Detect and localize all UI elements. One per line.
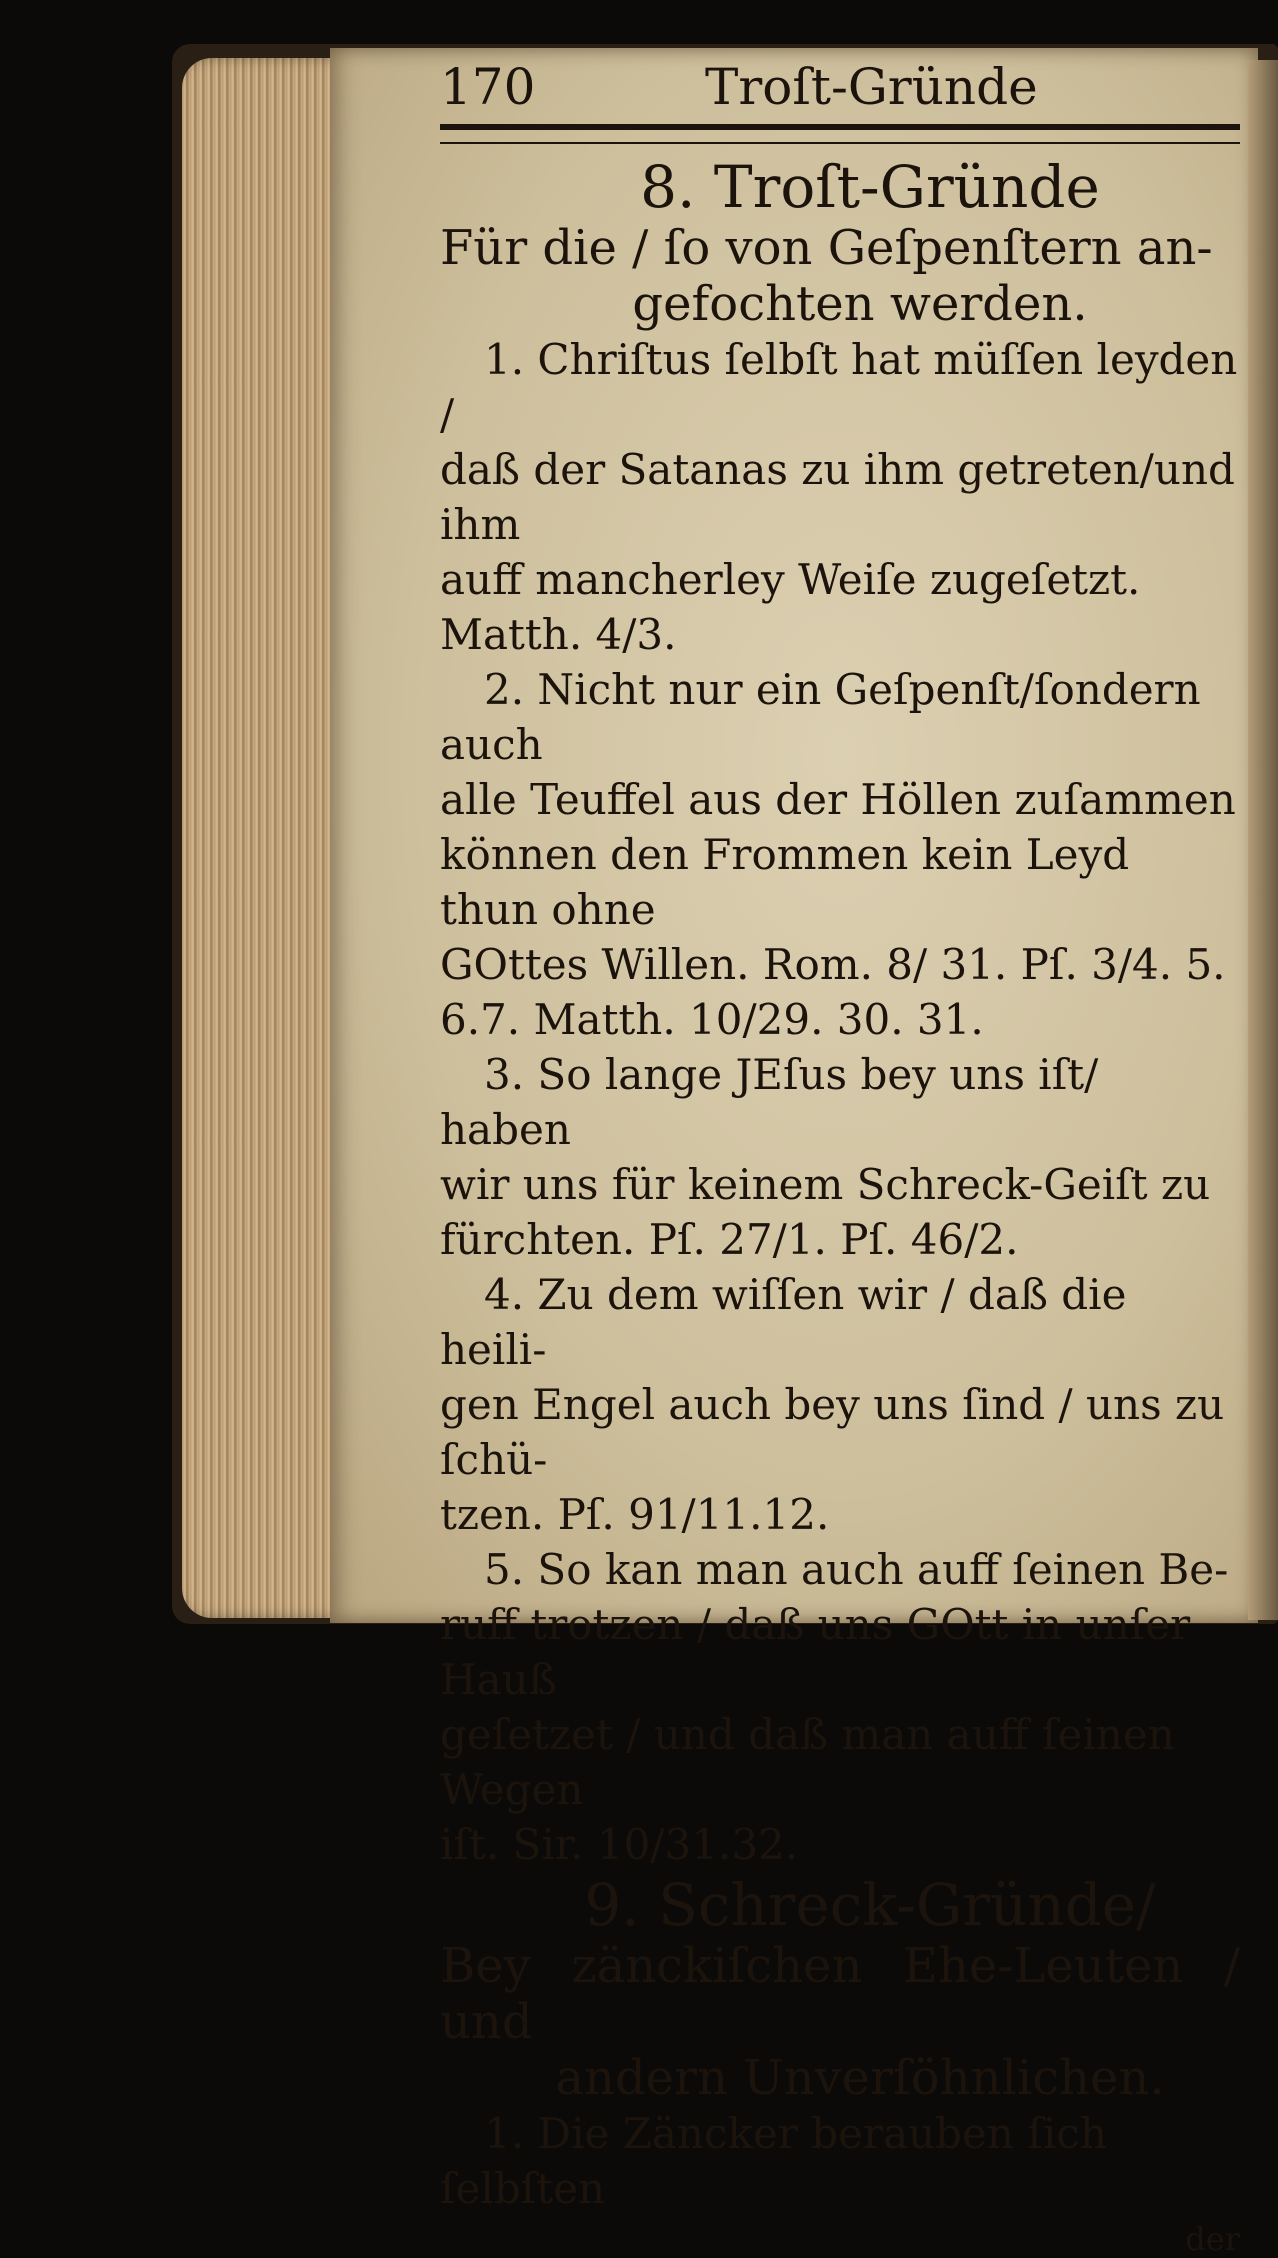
- text-line: gen Engel auch bey uns ſind / uns zu ſchü-: [440, 1380, 1225, 1484]
- section-8-subheading-1: Für die / ſo von Geſpenſtern an-: [440, 220, 1213, 276]
- text-line: fürchten. Pſ. 27/1. Pſ. 46/2.: [440, 1215, 1019, 1264]
- text-line: 6.7. Matth. 10/29. 30. 31.: [440, 995, 984, 1044]
- text-line: können den Frommen kein Leyd thun ohne: [440, 830, 1130, 934]
- section-9-subheading-2: andern Unverſöhnlichen.: [555, 2050, 1165, 2106]
- paragraph-4: [440, 1267, 1240, 1542]
- page-text: [440, 58, 1240, 2258]
- paragraph-1: [440, 332, 1240, 662]
- section-8-body: [440, 332, 1240, 1872]
- text-line: iſt. Sir. 10/31.32.: [440, 1820, 799, 1869]
- text-line: 1. Chriſtus ſelbſt hat müſſen leyden /: [440, 335, 1238, 439]
- paragraph-2: [440, 662, 1240, 1047]
- gutter-shadow: [1248, 60, 1278, 1620]
- paragraph-3: [440, 1047, 1240, 1267]
- section-9-heading: 9. Schreck-Gründe/: [584, 1871, 1156, 1939]
- catchword: der: [1185, 2220, 1240, 2258]
- section-8-subheading-2: gefochten werden.: [632, 276, 1088, 332]
- running-title: Troſt-Gründe: [705, 58, 1038, 116]
- paragraph-5: [440, 1542, 1240, 1872]
- text-line: ruff trotzen / daß uns GOtt in unſer Hauß: [440, 1600, 1191, 1704]
- text-line: 2. Nicht nur ein Geſpenſt/ſondern auch: [440, 665, 1201, 769]
- header-rule: [440, 124, 1240, 144]
- text-line: GOttes Willen. Rom. 8/ 31. Pſ. 3/4. 5.: [440, 940, 1226, 989]
- text-line: 5. So kan man auch auff ſeinen Be-: [484, 1545, 1229, 1594]
- page-number: 170: [440, 58, 536, 116]
- text-line: 4. Zu dem wiſſen wir / daß die heili-: [440, 1270, 1127, 1374]
- text-line: daß der Satanas zu ihm getreten/und ihm: [440, 445, 1235, 549]
- text-line: auff mancherley Weiſe zugeſetzt. Matth. 4/3.: [440, 555, 1141, 659]
- text-line: alle Teuffel aus der Höllen zuſammen: [440, 775, 1236, 824]
- running-header: [440, 58, 1240, 120]
- text-line: 3. So lange JEſus bey uns iſt/ haben: [440, 1050, 1099, 1154]
- text-line: wir uns für keinem Schreck-Geiſt zu: [440, 1160, 1211, 1209]
- section-9-subheading-1: Bey zänckiſchen Ehe-Leuten / und: [440, 1938, 1240, 2050]
- text-line: geſetzet / und daß man auff ſeinen Wegen: [440, 1710, 1175, 1814]
- section-9-first-line: 1. Die Zäncker berauben ſich ſelbſten: [440, 2109, 1107, 2213]
- section-8-heading: 8. Troſt-Gründe: [640, 153, 1100, 221]
- text-line: tzen. Pſ. 91/11.12.: [440, 1490, 830, 1539]
